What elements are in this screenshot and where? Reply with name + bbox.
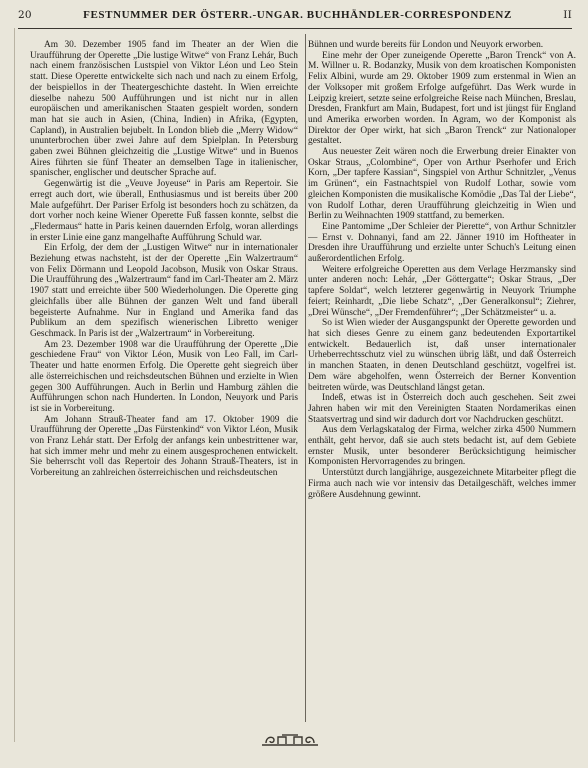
paragraph: Unterstützt durch langjährige, ausgezeichnete Mitarbeiter pflegt die Firma auch nach wie vor intensiv das Detailgeschäft, welches immer größere Ausdehnung gewinnt. <box>308 468 576 500</box>
left-column <box>30 40 298 725</box>
running-header <box>18 9 572 25</box>
header-mark: II <box>563 9 572 21</box>
page-number: 20 <box>18 9 32 21</box>
paragraph: Aus neuester Zeit wären noch die Erwerbung dreier Einakter von Oskar Straus, „Colombine“, Oper von Arthur Pserhofer und Erich Korn, „Der tapfere Kassian“, Singspiel von Arthur Schnitzler, „Venus im Grünen“, ein Fastnachtspiel von Rudolf Lothar, sowie vom gleichen Komponisten die musikalische Komödie „Das Tal der Liebe“, von Rudolf Lothar, deren Uraufführung gleichzeitig in Wien und Berlin zu Weihnachten 1909 stattfand, zu bemerken. <box>308 147 576 222</box>
paragraph: Weitere erfolgreiche Operetten aus dem Verlage Herzmansky sind unter anderen noch: Lehár, „Der Göttergatte“; Oskar Straus, „Der tapfere Soldat“, welch letzterer gegenwärtig in Neuyork Triumphe feiert; Reinhardt, „Die liebe Schatz“, „Der Generalkonsul“; Ziehrer, „Drei Wünsche“, „Der Fremdenführer“; „Der Schätzmeister“ u. a. <box>308 264 576 318</box>
paragraph: So ist Wien wieder der Ausgangspunkt der Operette geworden und hat sich dieses Genre zu einem ganz bedeutenden Exportartikel entwickelt. Bedauerlich ist, daß unser internationaler Urheberrechtsschutz viel zu wünschen übrig läßt, und daß Österreich in manchen Staaten, in denen Deutschland geschützt, vogelfrei ist. Dem wäre abgeholfen, wenn Österreich der Berner Konvention beitreten würde, was Deutschland längst getan. <box>308 318 576 393</box>
paragraph: Am Johann Strauß-Theater fand am 17. Oktober 1909 die Uraufführung der Operette „Das Fürstenkind“ von Viktor Léon, Musik von Franz Lehár statt. Der Erfolg der anfangs kein unbestrittener war, hat sich immer mehr und mehr zu einem ausgesprochenen entwickelt. Sie beherrscht voll das Repertoir des Johann Strauß-Theaters, ist in Vorbereitung an zahlreichen österreichischen und reichsdeutschen <box>30 414 298 479</box>
right-column <box>308 40 576 725</box>
paragraph: Am 23. Dezember 1908 war die Uraufführung der Operette „Die geschiedene Frau“ von Viktor Léon, Musik von Leo Fall, im Carl-Theater und hatte enormen Erfolg. Die Operette geht siegreich über alle österreichischen und reichsdeutschen Bühnen und erzielte in Wien gegen 300 Aufführungen. Auch in Berlin und Hamburg zählen die Aufführungen schon nach Hunderten. In London, Neuyork und Paris ist sie in Vorbereitung. <box>30 339 298 414</box>
paragraph: Am 30. Dezember 1905 fand im Theater an der Wien die Uraufführung der Operette „Die lustige Witwe“ von Franz Lehár, Buch nach einem französischen Lustspiel von Viktor Léon und Leo Stein statt. Diese Operette entwickelte sich nach und nach zu einem Erfolg, der beispiellos in der Theatergeschichte dasteht. In Wien erreichte dieselbe nahezu 500 Aufführungen und ist nicht nur in allen europäischen und amerikanischen Staaten gespielt worden, sondern man hat sie auch in Asien, (China, Indien) in Afrika, (Egypten, Capland), in Australien bejubelt. In London blieb die „Merry Widow“ ununterbrochen über zwei Jahre auf dem Spielplan. In Petersburg gaben zwei Bühnen gleichzeitig die „Lustige Witwe“ und in Buenos Aires führten sie fünf Theater an demselben Tage in italienischer, spanischer, englischer und deutscher Sprache auf. <box>30 40 298 179</box>
paragraph: Bühnen und wurde bereits für London und Neuyork erworben. <box>308 40 544 50</box>
paragraph: Aus dem Verlagskatalog der Firma, welcher zirka 4500 Nummern enthält, geht hervor, daß sie auch stets bedacht ist, auf dem Gebiete ernster Musik, unter besonderer Berücksichtigung heimischer Komponisten Hervorragendes zu bringen. <box>308 425 576 468</box>
text-columns <box>30 40 576 725</box>
paragraph: Gegenwärtig ist die „Veuve Joyeuse“ in Paris am Repertoir. Sie erregt auch dort, wie überall, Enthusiasmus und ist bereits über 200 Male aufgeführt. Der Pariser Erfolg ist besonders hoch zu schätzen, da dort vorher noch keine Wiener Operette Fuß fassen konnte, selbst die „Fledermaus“ hatte in Paris keinen dauernden Erfolg, woran allerdings in erster Linie eine ganz mangelhafte Aufführung Schuld war. <box>30 179 298 243</box>
paragraph: Eine Pantomime „Der Schleier der Pierette“, von Arthur Schnitzler — Ernst v. Dohnanyi, fand am 22. Jänner 1910 im Hoftheater in Dresden ihre Uraufführung und erzielte unter Schuch's Leitung einen außerordentlichen Erfolg. <box>308 221 576 265</box>
paragraph: Indeß, etwas ist in Österreich doch auch geschehen. Seit zwei Jahren haben wir mit den Vereinigten Staaten Nordamerikas einen Staatsvertrag und sind wir dadurch dort vor Nachdrucken geschützt. <box>308 393 576 425</box>
ornament-icon <box>258 732 322 748</box>
journal-title: FESTNUMMER DER ÖSTERR.-UNGAR. BUCHHÄNDLER-CORRESPONDENZ <box>83 9 512 21</box>
paragraph: Ein Erfolg, der dem der „Lustigen Witwe“ nur in internationaler Beziehung etwas nachsteht, ist der der Operette „Ein Walzertraum“ von Felix Dörmann und Leopold Jacobson, Musik von Oskar Straus. Die Uraufführung des „Walzertraum“ fand im Carl-Theater am 2. März 1907 statt und erreichte über 500 Wiederholungen. Die Operette ging gleichfalls über alle Bühnen der ganzen Welt und fand überall begeisterte Aufnahme. Nur in England und Amerika fand das Publikum an dem spezifisch wienerischen Libretto weniger Geschmack. In Paris ist der „Walzertraum“ in Vorbereitung. <box>30 243 298 339</box>
paragraph: Eine mehr der Oper zuneigende Operette „Baron Trenck“ von A. M. Willner u. R. Bodanzky, Musik von dem kroatischen Komponisten Felix Albini, wurde am 29. Oktober 1909 zum erstenmal in Wien an der Volksoper mit großem Erfolge aufgeführt. Das Werk wurde in Leipzig kreiert, setzte seine erfolgreiche Reise nach München, Breslau, Dresden, Frankfurt am Main, Budapest, fort und ist jüngst für England und Amerika erworben worden. In Agram, wo der Komponist als Direktor der Oper wirkt, hat sich „Baron Trenck“ zur Nationaloper gestaltet. <box>308 50 576 147</box>
